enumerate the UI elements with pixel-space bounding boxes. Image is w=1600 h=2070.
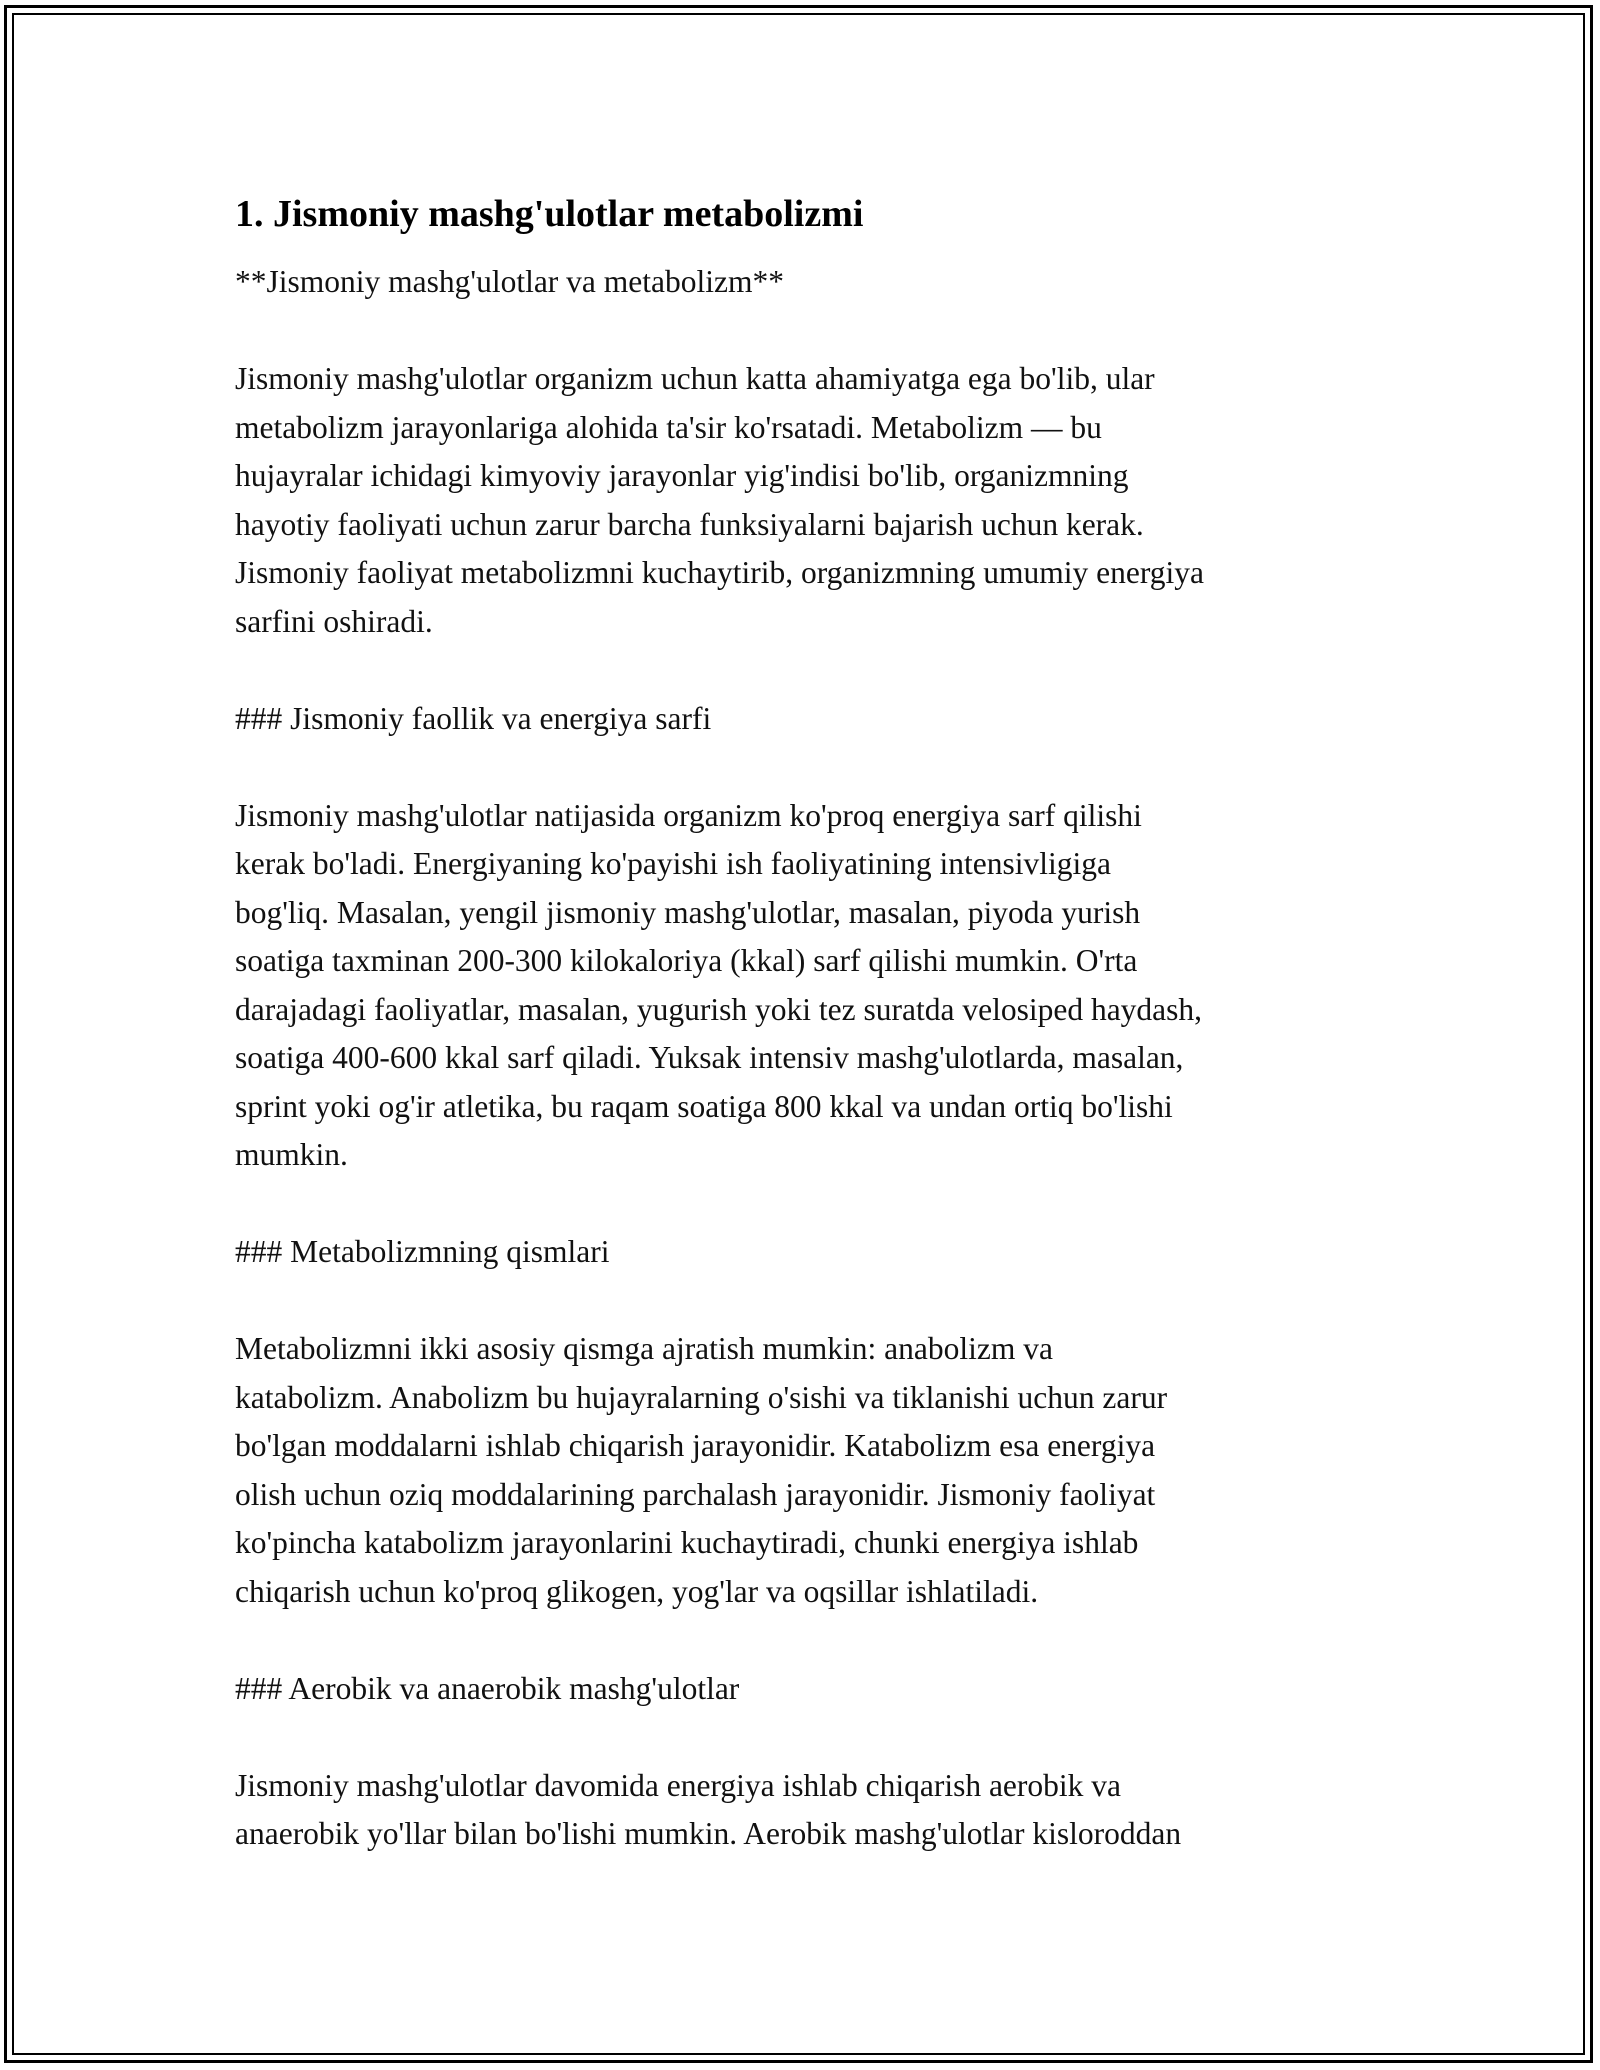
- document-body: [235, 186, 1375, 1859]
- blank-line: [235, 646, 1375, 695]
- section-heading: ### Metabolizmning qismlari: [235, 1234, 610, 1269]
- paragraph-line: bo'lgan moddalarni ishlab chiqarish jarayonidir. Katabolizm esa energiya: [235, 1428, 1156, 1463]
- paragraph-line: Jismoniy mashg'ulotlar davomida energiya ishlab chiqarish aerobik va: [235, 1767, 1122, 1803]
- section-heading: ### Aerobik va anaerobik mashg'ulotlar: [235, 1670, 740, 1706]
- paragraph-line: hujayralar ichidagi kimyoviy jarayonlar yig'indisi bo'lib, organizmning: [235, 458, 1129, 493]
- blank-line: [235, 1277, 1375, 1326]
- blank-line: [235, 743, 1375, 792]
- paragraph-line: Jismoniy faoliyat metabolizmni kuchaytirib, organizmning umumiy energiya: [235, 555, 1205, 590]
- section-heading: ### Jismoniy faollik va energiya sarfi: [235, 700, 712, 736]
- blank-line: [235, 1713, 1375, 1762]
- paragraph-line: katabolizm. Anabolizm bu hujayralarning o'sishi va tiklanishi uchun zarur: [235, 1379, 1168, 1415]
- paragraph-line: sarfini oshiradi.: [235, 603, 433, 639]
- paragraph-line: darajadagi faoliyatlar, masalan, yugurish yoki tez suratda velosiped haydash,: [235, 991, 1203, 1027]
- blank-line: [235, 307, 1375, 356]
- paragraph-line: metabolizm jarayonlariga alohida ta'sir ko'rsatadi. Metabolizm — bu: [235, 409, 1102, 445]
- paragraph-line: chiqarish uchun ko'proq glikogen, yog'lar va oqsillar ishlatiladi.: [235, 1573, 1039, 1609]
- paragraph-line: mumkin.: [235, 1137, 348, 1172]
- blank-line: [235, 1180, 1375, 1229]
- document-subtitle: **Jismoniy mashg'ulotlar va metabolizm**: [235, 264, 784, 299]
- paragraph-line: hayotiy faoliyati uchun zarur barcha funksiyalarni bajarish uchun kerak.: [235, 506, 1144, 542]
- document-title: 1. Jismoniy mashg'ulotlar metabolizmi: [235, 193, 864, 235]
- paragraph-line: ko'pincha katabolizm jarayonlarini kuchaytiradi, chunki energiya ishlab: [235, 1525, 1139, 1560]
- paragraph-line: sprint yoki og'ir atletika, bu raqam soatiga 800 kkal va undan ortiq bo'lishi: [235, 1088, 1173, 1124]
- blank-line: [235, 1616, 1375, 1665]
- paragraph-line: soatiga taxminan 200-300 kilokaloriya (kkal) sarf qilishi mumkin. O'rta: [235, 943, 1138, 978]
- paragraph-line: Jismoniy mashg'ulotlar natijasida organizm ko'proq energiya sarf qilishi: [235, 797, 1142, 833]
- paragraph-line: bog'liq. Masalan, yengil jismoniy mashg'ulotlar, masalan, piyoda yurish: [235, 894, 1141, 930]
- paragraph-line: olish uchun oziq moddalarining parchalash jarayonidir. Jismoniy faoliyat: [235, 1476, 1156, 1512]
- paragraph-line: anaerobik yo'llar bilan bo'lishi mumkin. Aerobik mashg'ulotlar kisloroddan: [235, 1816, 1182, 1851]
- paragraph-line: Jismoniy mashg'ulotlar organizm uchun katta ahamiyatga ega bo'lib, ular: [235, 361, 1155, 396]
- paragraph-line: kerak bo'ladi. Energiyaning ko'payishi ish faoliyatining intensivligiga: [235, 846, 1111, 881]
- paragraph-line: Metabolizmni ikki asosiy qismga ajratish mumkin: anabolizm va: [235, 1331, 1053, 1366]
- paragraph-line: soatiga 400-600 kkal sarf qiladi. Yuksak intensiv mashg'ulotlarda, masalan,: [235, 1040, 1184, 1075]
